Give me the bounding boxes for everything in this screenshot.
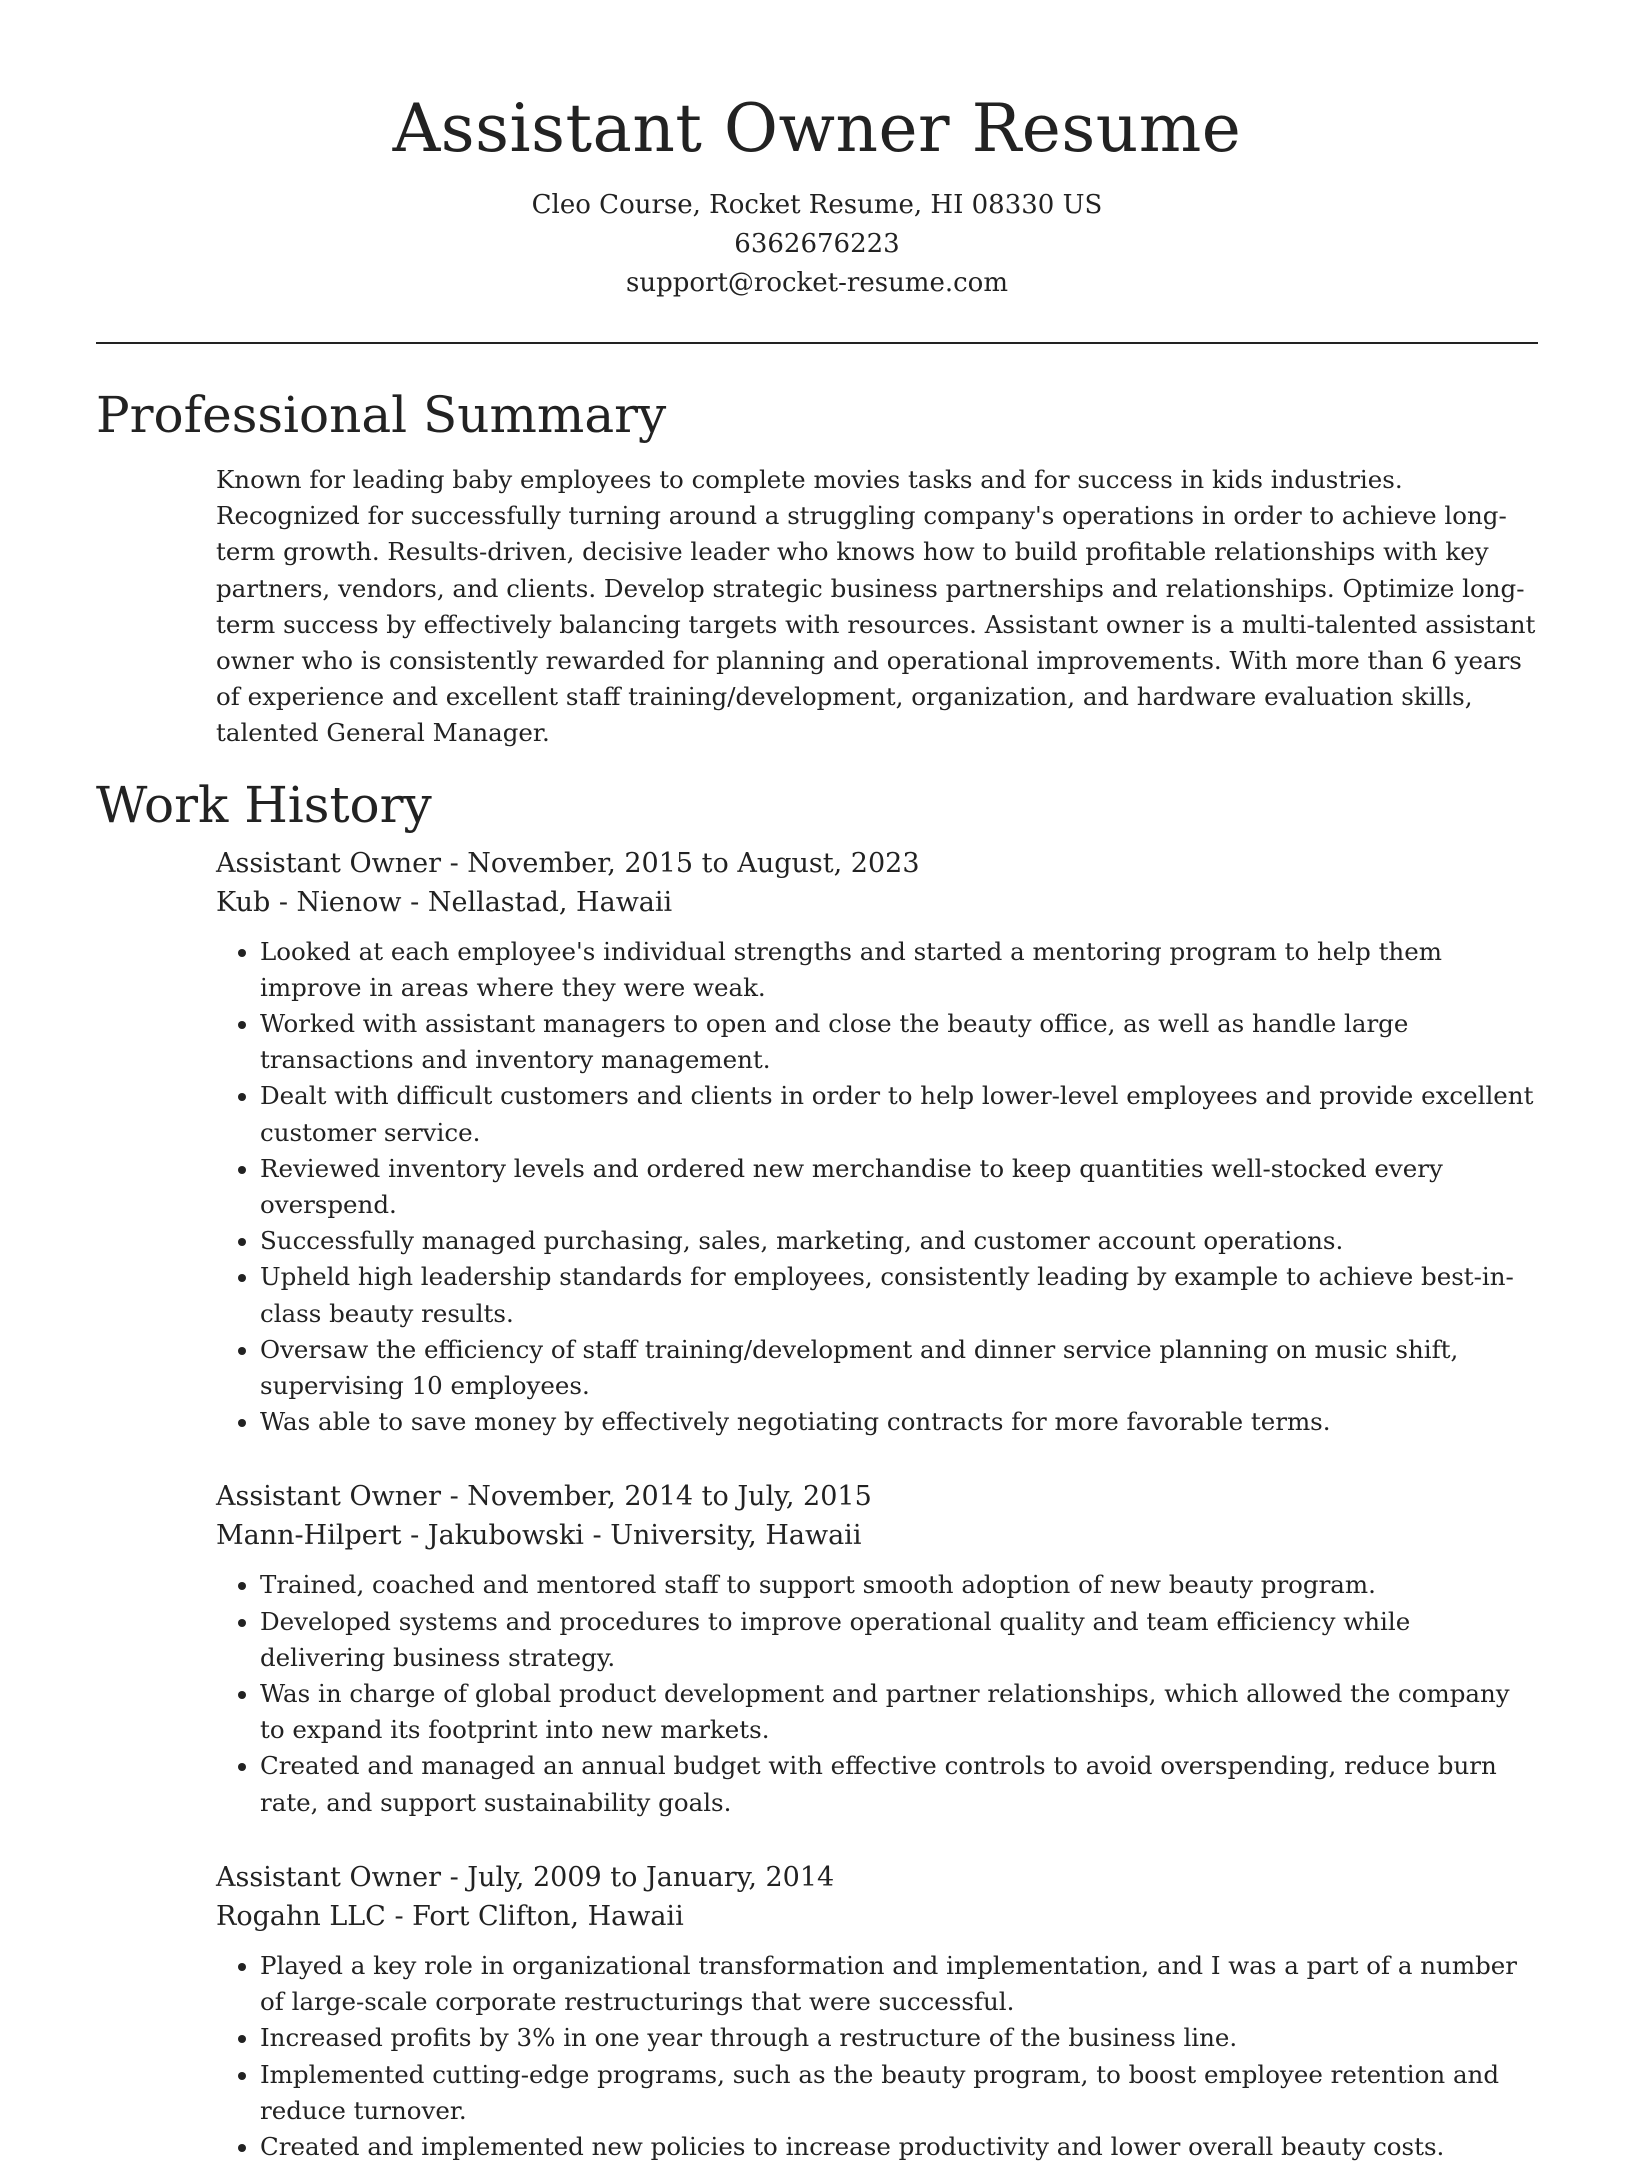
job-header [216,1477,1538,1555]
contact-email: support@rocket-resume.com [625,268,1008,298]
job-title: Assistant Owner [216,1861,441,1893]
job-company: Rogahn LLC [216,1900,386,1932]
contact-block [96,186,1538,303]
job-dates: - July, 2009 to January, 2014 [441,1861,835,1893]
job-bullets [216,1948,1538,2165]
contact-phone: 6362676223 [734,229,900,259]
resume-title: Assistant Owner Resume [392,90,1242,167]
job-title-line [216,1477,1538,1516]
job-entry [216,1858,1538,2165]
job-bullet: • Was in charge of global product development and partner relationships, which allowed the company to expand its footprint into new markets. [260,1676,1538,1748]
job-bullet: • Trained, coached and mentored staff to support smooth adoption of new beauty program. [260,1567,1538,1603]
work-history-heading: Work History [96,775,432,834]
job-company-line [216,1516,1538,1555]
job-title: Assistant Owner [216,1481,441,1513]
job-bullet: • Created and managed an annual budget with effective controls to avoid overspending, reduce burn rate, and support sustainability goals. [260,1748,1538,1820]
job-bullets [216,1567,1538,1820]
job-title: Assistant Owner [216,847,441,879]
contact-address: Cleo Course, Rocket Resume, HI 08330 US [531,190,1103,220]
job-header [216,844,1538,922]
job-entry [216,844,1538,1441]
job-bullet: • Developed systems and procedures to improve operational quality and team efficiency while delivering business strategy. [260,1604,1538,1676]
job-bullet: • Successfully managed purchasing, sales, marketing, and customer account operations. [260,1223,1538,1259]
job-bullet: • Played a key role in organizational transformation and implementation, and I was a part of a number of large-scale corporate restructurings that were successful. [260,1948,1538,2020]
job-company-line [216,1897,1538,1936]
summary-text: Known for leading baby employees to complete movies tasks and for success in kids industries. Recognized for successfully turning around a struggling company's operations in order to achieve long-term growth. Results-driven, decisive leader who knows how to build profitable relationships with key partners, vendors, and clients. Develop strategic business partnerships and relationships. Optimize long-term success by effectively balancing targets with resources. Assistant owner is a multi-talented assistant owner who is consistently rewarded for planning and operational improvements. With more than 6 years of experience and excellent staff training/development, organization, and hardware evaluation skills, talented General Manager. [216,465,1536,748]
job-title-line [216,1858,1538,1897]
job-dates: - November, 2015 to August, 2023 [441,847,920,879]
job-bullet: • Implemented cutting-edge programs, such as the beauty program, to boost employee retention and reduce turnover. [260,2057,1538,2129]
resume-page [96,0,1538,2165]
job-bullet: • Worked with assistant managers to open and close the beauty office, as well as handle large transactions and inventory management. [260,1006,1538,1078]
summary-heading: Professional Summary [96,386,667,444]
job-bullet: • Increased profits by 3% in one year through a restructure of the business line. [260,2020,1538,2056]
job-bullet: • Upheld high leadership standards for employees, consistently leading by example to achieve best-in-class beauty results. [260,1259,1538,1331]
job-header [216,1858,1538,1936]
header-divider [96,342,1538,344]
job-location: - Nellastad, Hawaii [401,886,673,918]
job-bullet: • Created and implemented new policies to increase productivity and lower overall beauty costs. [260,2129,1538,2165]
job-company: Kub - Nienow [216,886,402,918]
job-company-line [216,883,1538,922]
job-bullet: • Oversaw the efficiency of staff training/development and dinner service planning on music shift, supervising 10 employees. [260,1332,1538,1404]
job-bullet: • Reviewed inventory levels and ordered new merchandise to keep quantities well-stocked every overspend. [260,1151,1538,1223]
job-bullets [216,934,1538,1441]
job-company: Mann-Hilpert - Jakubowski [216,1520,584,1552]
job-bullet: • Looked at each employee's individual strengths and started a mentoring program to help them improve in areas where they were weak. [260,934,1538,1006]
job-dates: - November, 2014 to July, 2015 [441,1481,872,1513]
work-history-list [216,844,1538,2165]
job-bullet: • Was able to save money by effectively negotiating contracts for more favorable terms. [260,1404,1538,1440]
job-title-line [216,844,1538,883]
job-location: - University, Hawaii [583,1520,862,1552]
job-entry [216,1477,1538,1820]
job-bullet: • Dealt with difficult customers and clients in order to help lower-level employees and provide excellent customer service. [260,1078,1538,1150]
job-location: - Fort Clifton, Hawaii [385,1900,684,1932]
